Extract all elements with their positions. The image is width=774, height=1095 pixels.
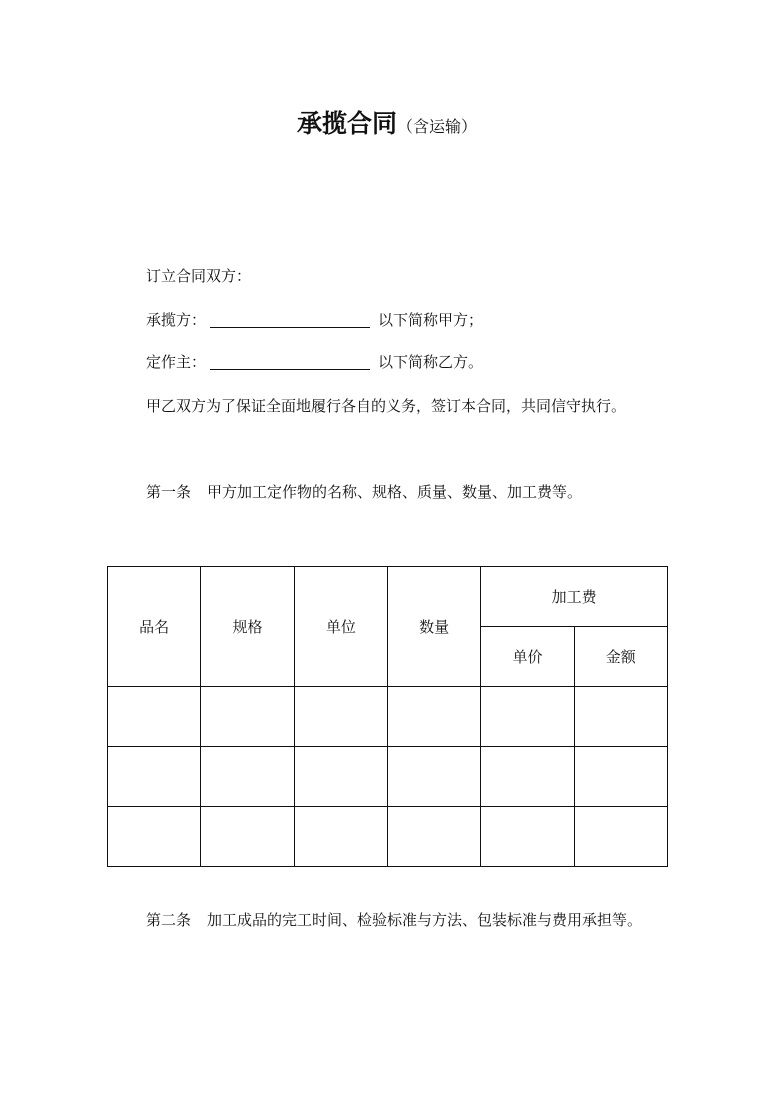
client-line — [146, 352, 483, 372]
header-fee: 加工费 — [481, 567, 668, 627]
items-table — [107, 566, 668, 867]
header-quantity: 数量 — [387, 567, 480, 687]
table-cell[interactable] — [481, 807, 574, 867]
table-cell[interactable] — [201, 687, 294, 747]
header-spec: 规格 — [201, 567, 294, 687]
table-cell[interactable] — [294, 747, 387, 807]
contractor-line — [146, 310, 483, 330]
parties-heading: 订立合同双方： — [146, 267, 252, 285]
table-cell[interactable] — [201, 807, 294, 867]
table-cell[interactable] — [574, 687, 667, 747]
article-1-number: 第一条 — [146, 483, 192, 501]
statement: 甲乙双方为了保证全面地履行各自的义务，签订本合同，共同信守执行。 — [146, 397, 627, 415]
table-cell[interactable] — [387, 687, 480, 747]
header-unit-price: 单价 — [481, 627, 574, 687]
title-main: 承揽合同 — [296, 109, 397, 138]
contractor-blank-field[interactable] — [210, 311, 370, 328]
header-amount: 金额 — [574, 627, 667, 687]
table-cell[interactable] — [108, 687, 201, 747]
table-cell[interactable] — [387, 747, 480, 807]
article-1-text: 甲方加工定作物的名称、规格、质量、数量、加工费等。 — [207, 483, 583, 501]
document-title — [0, 104, 774, 140]
title-sub: （含运输） — [397, 117, 478, 136]
table-row — [108, 807, 668, 867]
table-row — [108, 687, 668, 747]
table-cell[interactable] — [574, 747, 667, 807]
table-cell[interactable] — [574, 807, 667, 867]
article-2-text: 加工成品的完工时间、检验标准与方法、包装标准与费用承担等。 — [207, 911, 643, 929]
table-cell[interactable] — [108, 807, 201, 867]
table-cell[interactable] — [294, 687, 387, 747]
article-1 — [146, 482, 582, 502]
header-unit: 单位 — [294, 567, 387, 687]
table-cell[interactable] — [481, 747, 574, 807]
table-cell[interactable] — [201, 747, 294, 807]
article-2 — [146, 910, 642, 930]
contractor-label: 承揽方： — [146, 311, 207, 329]
contractor-suffix: 以下简称甲方； — [378, 311, 484, 329]
header-name: 品名 — [108, 567, 201, 687]
table-row — [108, 747, 668, 807]
table-cell[interactable] — [108, 747, 201, 807]
table-cell[interactable] — [294, 807, 387, 867]
client-blank-field[interactable] — [210, 353, 370, 370]
article-2-number: 第二条 — [146, 911, 192, 929]
client-label: 定作主： — [146, 353, 207, 371]
table-cell[interactable] — [387, 807, 480, 867]
table-cell[interactable] — [481, 687, 574, 747]
client-suffix: 以下简称乙方。 — [378, 353, 484, 371]
